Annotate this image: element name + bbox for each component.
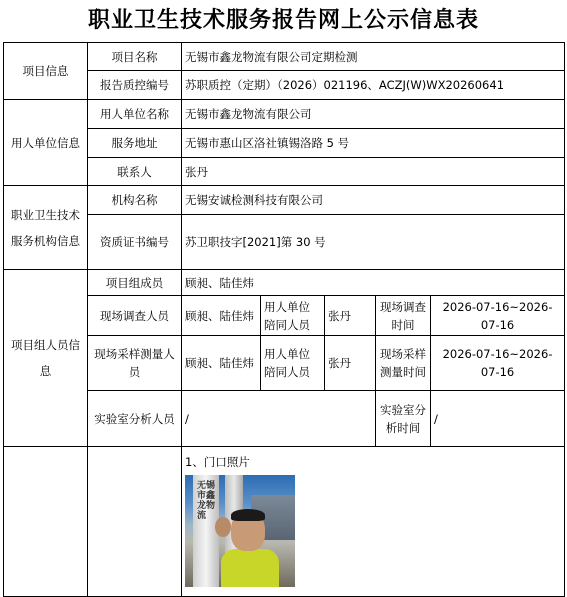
section-project-info: 项目信息 — [4, 43, 88, 100]
survey-staff-label: 现场调查人员 — [88, 296, 182, 336]
lab-staff-label: 实验室分析人员 — [88, 391, 182, 447]
members-value: 顾昶、陆佳炜 — [182, 270, 565, 296]
sampling-time-label: 现场采样测量时间 — [376, 336, 431, 391]
report-no-label: 报告质控编号 — [88, 71, 182, 100]
contact-label: 联系人 — [88, 158, 182, 186]
service-address-label: 服务地址 — [88, 129, 182, 158]
section-employer-info: 用人单位信息 — [4, 100, 88, 186]
survey-escort-label: 用人单位陪同人员 — [261, 296, 325, 336]
cert-no-value: 苏卫职技字[2021]第 30 号 — [182, 215, 565, 270]
agency-name-value: 无锡安诚检测科技有限公司 — [182, 186, 565, 215]
sampling-staff-value: 顾昶、陆佳炜 — [182, 336, 261, 391]
survey-staff-value: 顾昶、陆佳炜 — [182, 296, 261, 336]
sampling-staff-label: 现场采样测量人员 — [88, 336, 182, 391]
photo-cell — [182, 447, 565, 597]
photo-person-2 — [215, 517, 231, 537]
report-no-value: 苏职质控（定期）（2026）021196、ACZJ(W)WX20260641 — [182, 71, 565, 100]
photo-person-vest — [221, 549, 279, 587]
lab-staff-value: / — [182, 391, 376, 447]
section-personnel-info: 项目组人员信息 — [4, 270, 88, 447]
gate-photo — [185, 475, 295, 587]
employer-name-label: 用人单位名称 — [88, 100, 182, 129]
sampling-escort-value: 张丹 — [325, 336, 376, 391]
service-address-value: 无锡市惠山区洛社镇锡洛路 5 号 — [182, 129, 565, 158]
project-name-value: 无锡市鑫龙物流有限公司定期检测 — [182, 43, 565, 71]
survey-escort-value: 张丹 — [325, 296, 376, 336]
members-label: 项目组成员 — [88, 270, 182, 296]
survey-time-label: 现场调查时间 — [376, 296, 431, 336]
photo-person-hair — [231, 509, 265, 521]
photo-pillar-text: 无锡市鑫龙物流 — [197, 481, 216, 521]
project-name-label: 项目名称 — [88, 43, 182, 71]
lab-time-value: / — [431, 391, 565, 447]
sampling-time-value: 2026-07-16~2026-07-16 — [431, 336, 565, 391]
section-agency-info: 职业卫生技术服务机构信息 — [4, 186, 88, 270]
contact-value: 张丹 — [182, 158, 565, 186]
employer-name-value: 无锡市鑫龙物流有限公司 — [182, 100, 565, 129]
lab-time-label: 实验室分析时间 — [376, 391, 431, 447]
survey-time-value: 2026-07-16~2026-07-16 — [431, 296, 565, 336]
info-table — [3, 42, 565, 597]
cert-no-label: 资质证书编号 — [88, 215, 182, 270]
photo-section-blank-2 — [88, 447, 182, 597]
sampling-escort-label: 用人单位陪同人员 — [261, 336, 325, 391]
photo-label: 1、门口照片 — [185, 455, 250, 469]
photo-section-blank — [4, 447, 88, 597]
agency-name-label: 机构名称 — [88, 186, 182, 215]
page-title: 职业卫生技术服务报告网上公示信息表 — [87, 8, 479, 33]
